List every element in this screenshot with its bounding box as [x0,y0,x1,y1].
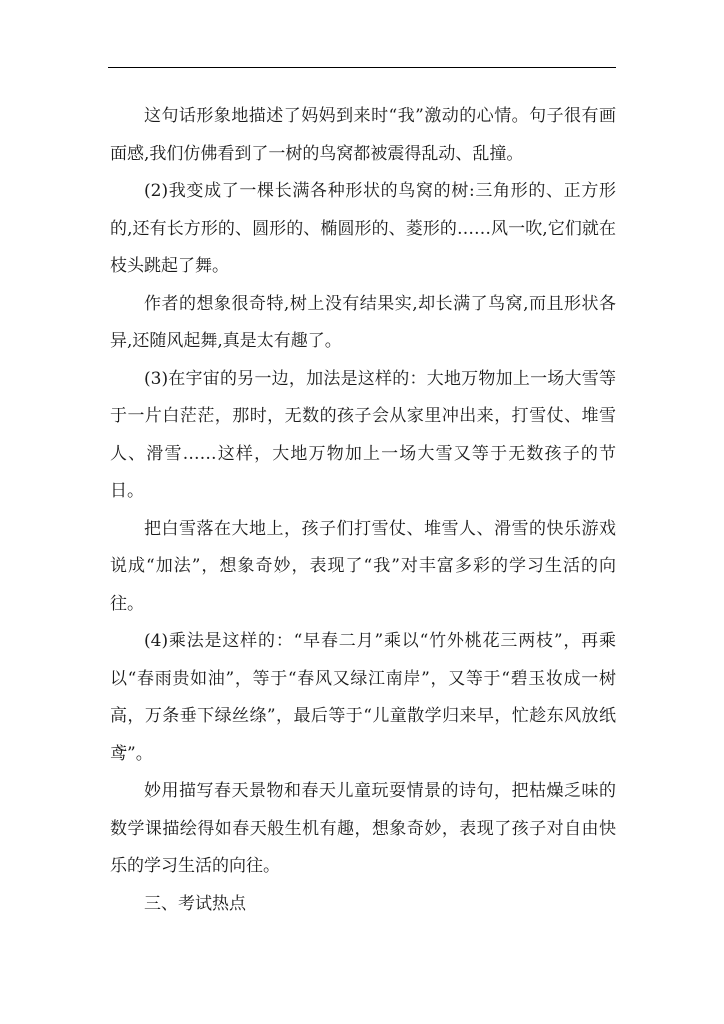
paragraph-1: 这句话形象地描述了妈妈到来时“我”激动的心情。句子很有画面感,我们仿佛看到了一树的鸟窝都被震得乱动、乱撞。 [110,106,616,164]
paragraph-3: 作者的想象很奇特,树上没有结果实,却长满了鸟窝,而且形状各异,还随风起舞,真是太有趣了。 [110,293,616,351]
document-body [110,98,616,923]
section-heading: 三、考试热点 [144,893,246,914]
paragraph-7: 妙用描写春天景物和春天儿童玩耍情景的诗句，把枯燥乏味的数学课描绘得如春天般生机有趣，想象奇妙，表现了孩子对自由快乐的学习生活的向往。 [110,781,616,876]
header-rule [108,67,616,68]
paragraph-4: (3)在宇宙的另一边，加法是这样的：大地万物加上一场大雪等于一片白茫茫，那时，无数的孩子会从家里冲出来，打雪仗、堆雪人、滑雪……这样，大地万物加上一场大雪又等于无数孩子的节日。 [110,368,616,501]
paragraph-6: (4)乘法是这样的：“早春二月”乘以“竹外桃花三两枝”，再乘以“春雨贵如油”，等于“春风又绿江南岸”，又等于“碧玉妆成一树高，万条垂下绿丝绦”，最后等于“儿童散学归来早，忙趁东风放纸鸢”。 [110,631,616,764]
paragraph-5: 把白雪落在大地上，孩子们打雪仗、堆雪人、滑雪的快乐游戏说成“加法”，想象奇妙，表现了“我”对丰富多彩的学习生活的向往。 [110,518,616,614]
paragraph-2: (2)我变成了一棵长满各种形状的鸟窝的树:三角形的、正方形的,还有长方形的、圆形的、椭圆形的、菱形的……风一吹,它们就在枝头跳起了舞。 [110,181,616,276]
